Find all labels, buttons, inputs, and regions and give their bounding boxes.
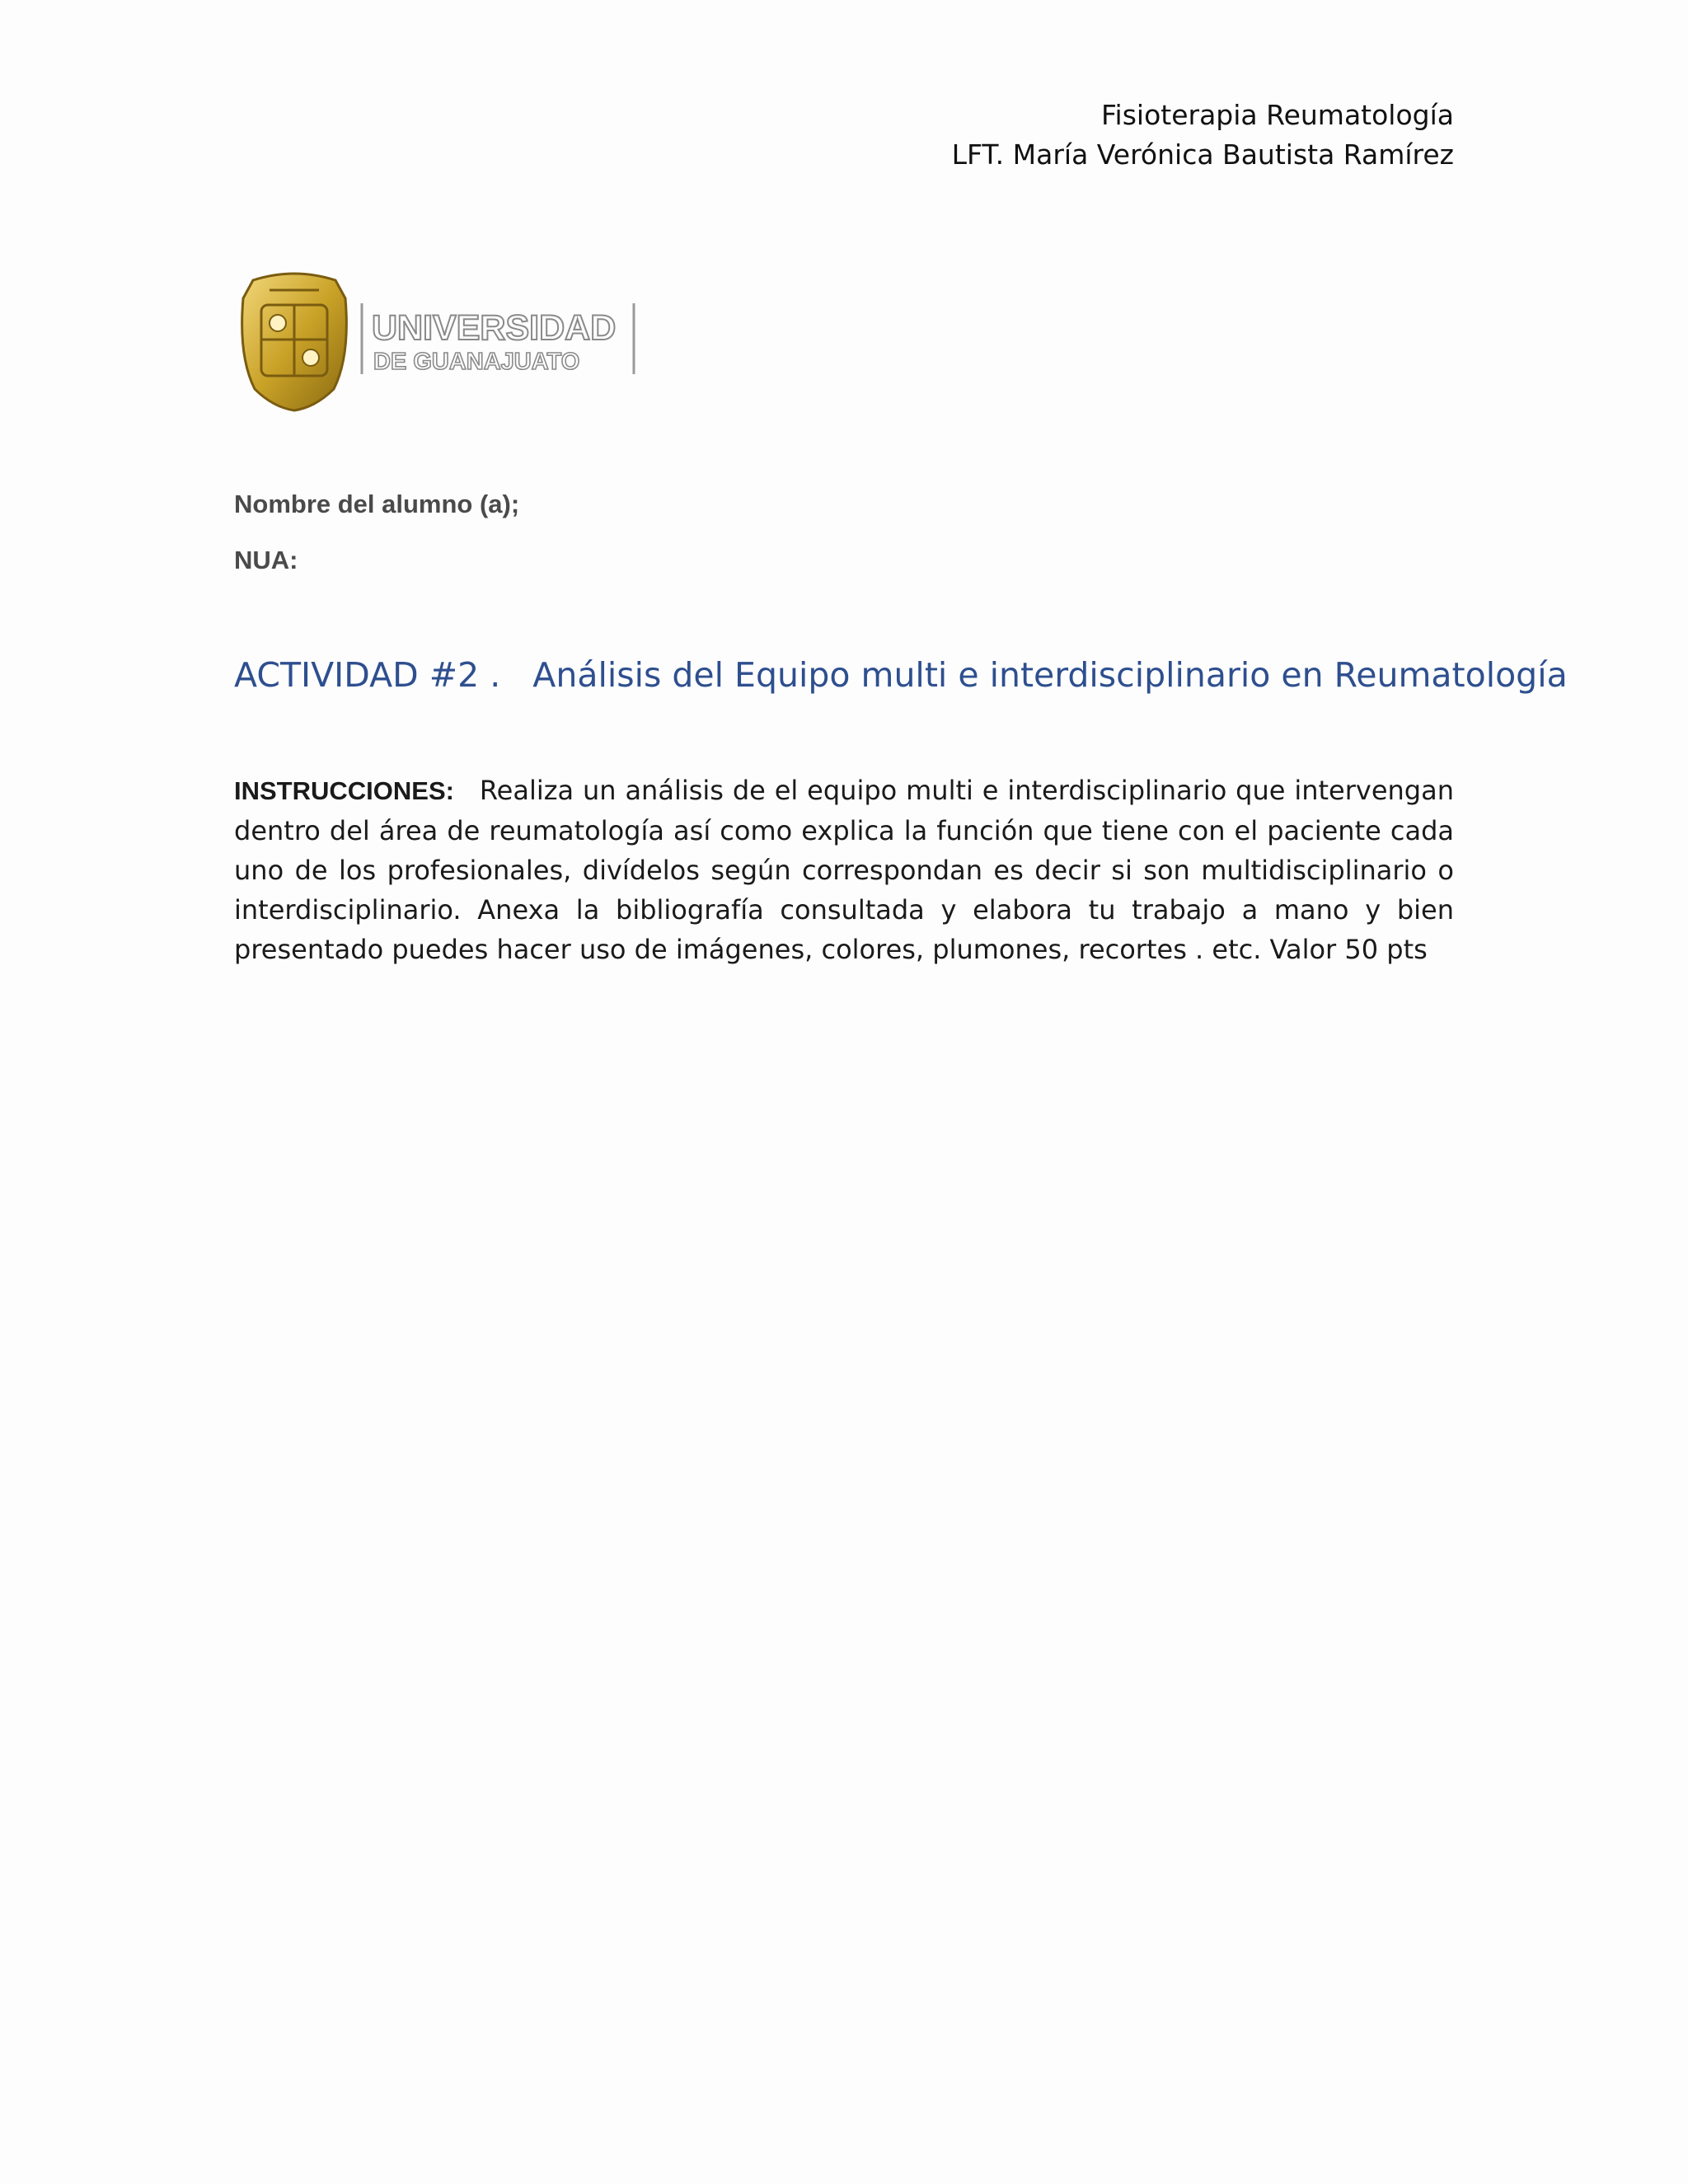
instructions-body: Realiza un análisis de el equipo multi e interdisciplinario que intervengan dentro del área de reumatología así como explica la función que tiene con el paciente cada uno de los profesionales, divídelos según correspondan es decir si son multidisciplinario o interdisciplinario. Anexa la bibliografía consultada y elabora tu trabajo a mano y bien presentado puedes hacer uso de imágenes, colores, plumones, recortes . etc. Valor 50 pts <box>234 775 1455 965</box>
logo-line1: UNIVERSIDAD <box>372 308 617 348</box>
instructions-paragraph <box>234 771 1454 969</box>
activity-number: ACTIVIDAD #2 . <box>234 655 501 695</box>
university-logo <box>237 265 640 412</box>
university-crest-icon <box>242 274 347 410</box>
instructions-label: INSTRUCCIONES: <box>234 776 454 805</box>
activity-title: Análisis del Equipo multi e interdisciplinario en Reumatología <box>532 655 1568 695</box>
document-header <box>952 96 1454 175</box>
student-fields <box>234 476 519 588</box>
student-name-label: Nombre del alumno (a); <box>234 490 520 518</box>
logo-line2: DE GUANAJUATO <box>373 349 580 375</box>
course-name: Fisioterapia Reumatología <box>1100 99 1454 131</box>
teacher-name: LFT. María Verónica Bautista Ramírez <box>951 138 1454 171</box>
nua-label: NUA: <box>234 546 298 574</box>
activity-heading <box>234 655 1568 695</box>
